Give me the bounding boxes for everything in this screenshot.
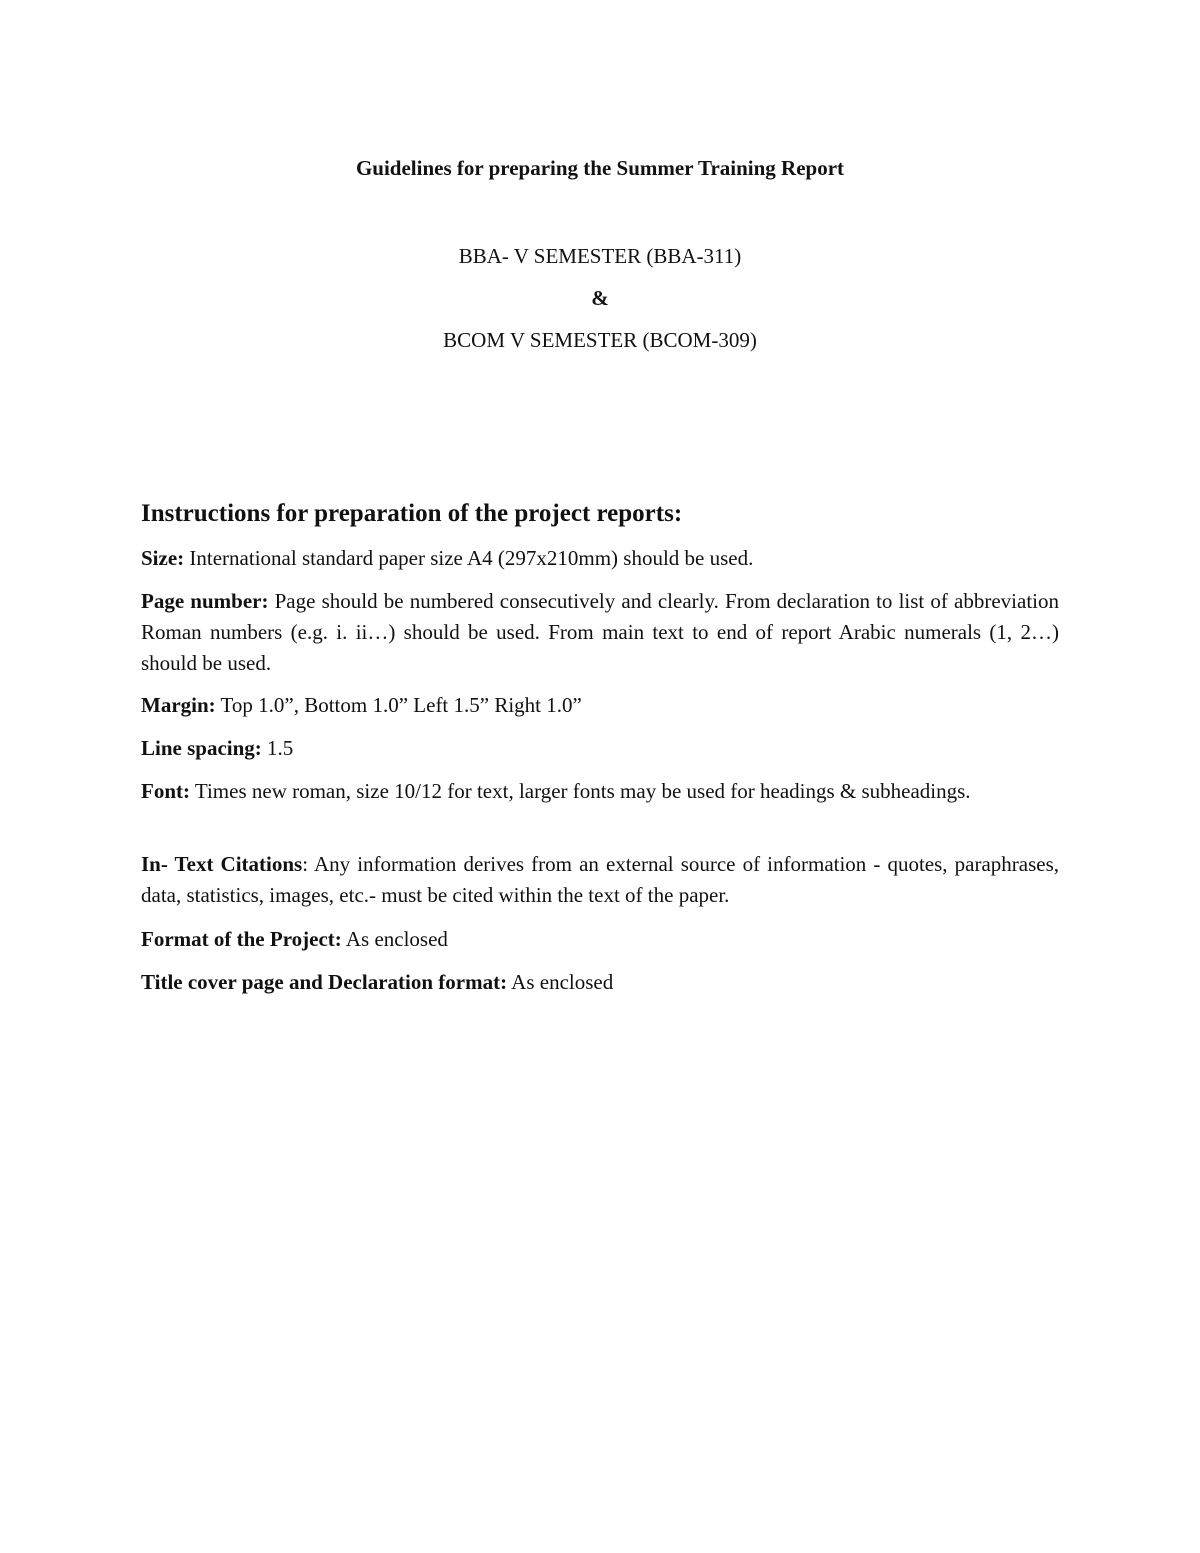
instruction-label: Title cover page and Declaration format:	[141, 970, 508, 994]
instruction-label: Line spacing:	[141, 736, 262, 760]
instruction-size	[141, 543, 1059, 574]
instruction-text: : Any information derives from an external source of information - quotes, paraphrases, data, statistics, images, etc.- must be cited within the text of the paper.	[141, 852, 1059, 907]
ampersand-line: &	[591, 286, 609, 310]
instructions-heading: Instructions for preparation of the project reports:	[141, 500, 683, 527]
instruction-text: As enclosed	[507, 970, 614, 994]
instruction-text: As enclosed	[341, 927, 448, 951]
bcom-semester-line: BCOM V SEMESTER (BCOM-309)	[443, 328, 757, 352]
instruction-text: International standard paper size A4 (297x210mm) should be used.	[184, 546, 754, 570]
instruction-label: Page number:	[141, 589, 269, 613]
instruction-label: Margin:	[141, 693, 216, 717]
instruction-in-text-citations	[141, 849, 1059, 911]
instruction-page-number	[141, 586, 1059, 679]
instruction-text: Top 1.0”, Bottom 1.0” Left 1.5” Right 1.0”	[215, 693, 582, 717]
instruction-font	[141, 776, 1059, 807]
bba-semester-line: BBA- V SEMESTER (BBA-311)	[458, 244, 742, 268]
instruction-label: Size:	[141, 546, 185, 570]
instruction-project-format	[141, 924, 1059, 955]
instruction-text: Page should be numbered consecutively and clearly. From declaration to list of abbreviation Roman numbers (e.g. i. ii…) should be used. From main text to end of report Arabic numerals (1, 2…) should be used.	[141, 589, 1059, 675]
instruction-title-cover-declaration	[141, 967, 1059, 998]
instruction-label: Font:	[141, 779, 190, 803]
instruction-label: In- Text Citations	[141, 852, 303, 876]
instruction-text: 1.5	[261, 736, 294, 760]
instruction-label: Format of the Project:	[141, 927, 342, 951]
document-title: Guidelines for preparing the Summer Training Report	[355, 156, 845, 180]
instruction-line-spacing	[141, 733, 1059, 764]
instruction-margin	[141, 690, 1059, 721]
instruction-text: Times new roman, size 10/12 for text, larger fonts may be used for headings & subheadings.	[190, 779, 971, 803]
